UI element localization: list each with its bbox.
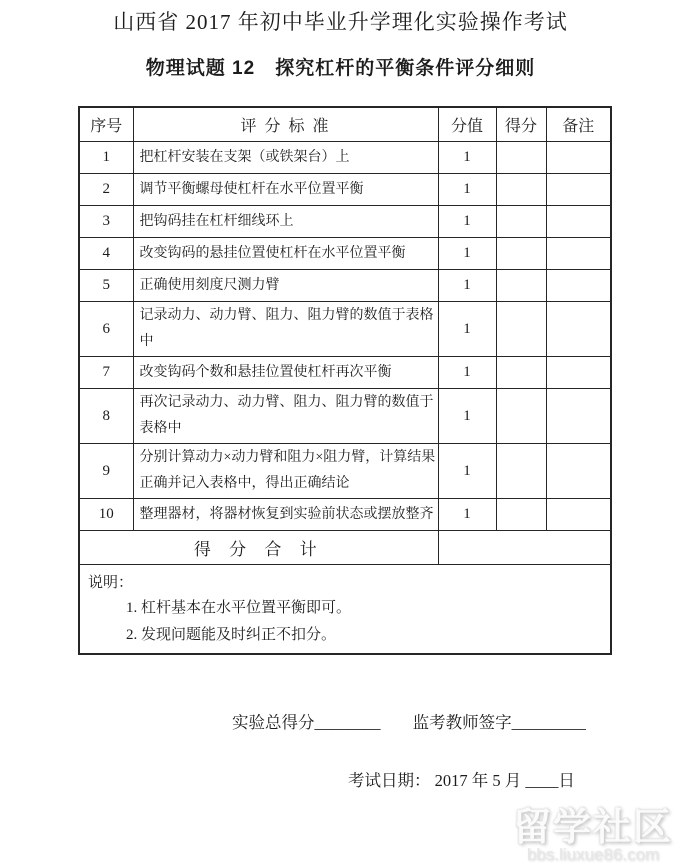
cell-no: 10 [79,499,133,531]
cell-criteria: 记录动力、动力臂、阻力、阻力臂的数值于表格中 [133,302,438,357]
table-row [79,499,611,531]
total-score-label: 得 分 合 计 [79,531,438,565]
document-page [0,9,681,864]
cell-remark [546,238,611,270]
cell-no: 9 [79,444,133,499]
table-header-row [79,107,611,142]
note-item-1: 1. 杠杆基本在水平位置平衡即可。 [126,600,352,616]
cell-remark [546,357,611,389]
cell-points: 1 [438,389,496,444]
cell-no: 8 [79,389,133,444]
table-row [79,206,611,238]
table-row [79,444,611,499]
scoring-table [78,106,612,655]
cell-score [496,174,546,206]
cell-remark [546,174,611,206]
cell-score [496,206,546,238]
cell-remark [546,389,611,444]
cell-criteria: 正确使用刻度尺测力臂 [133,270,438,302]
document-title: 山西省 2017 年初中毕业升学理化实验操作考试 [113,10,568,34]
column-header-score: 得分 [496,107,546,142]
table-row [79,270,611,302]
cell-score [496,142,546,174]
column-header-remark: 备注 [546,107,611,142]
cell-no: 7 [79,357,133,389]
table-row [79,238,611,270]
cell-criteria: 改变钩码的悬挂位置使杠杆在水平位置平衡 [133,238,438,270]
cell-points: 1 [438,499,496,531]
cell-remark [546,302,611,357]
total-score-value-cell [438,531,611,565]
cell-criteria: 把钩码挂在杠杆细线环上 [133,206,438,238]
signature-line [0,712,681,734]
exam-date-blank: 考试日期： 2017 年 5 月 ____日 [348,771,575,790]
total-score-row [79,531,611,565]
table-row [79,142,611,174]
cell-criteria: 再次记录动力、动力臂、阻力、阻力臂的数值于表格中 [133,389,438,444]
column-header-no: 序号 [79,107,133,142]
cell-points: 1 [438,357,496,389]
cell-score [496,238,546,270]
cell-remark [546,270,611,302]
cell-points: 1 [438,238,496,270]
cell-no: 5 [79,270,133,302]
cell-criteria: 改变钩码个数和悬挂位置使杠杆再次平衡 [133,357,438,389]
cell-points: 1 [438,270,496,302]
cell-criteria: 调节平衡螺母使杠杆在水平位置平衡 [133,174,438,206]
cell-no: 4 [79,238,133,270]
cell-remark [546,444,611,499]
note-item-2: 2. 发现问题能及时纠正不扣分。 [126,627,337,643]
cell-score [496,270,546,302]
column-header-points: 分值 [438,107,496,142]
notes-cell [79,565,611,655]
watermark [513,808,673,864]
document-subtitle: 物理试题 12 探究杠杆的平衡条件评分细则 [145,58,536,79]
cell-criteria: 把杠杆安装在支架（或铁架台）上 [133,142,438,174]
cell-remark [546,499,611,531]
cell-no: 2 [79,174,133,206]
cell-score [496,499,546,531]
watermark-site-url: bbs.liuxue86.com [526,845,660,864]
exam-date-line [0,770,681,792]
cell-points: 1 [438,206,496,238]
cell-score [496,389,546,444]
cell-no: 3 [79,206,133,238]
table-row [79,357,611,389]
cell-no: 6 [79,302,133,357]
cell-score [496,302,546,357]
cell-criteria: 分别计算动力×动力臂和阻力×阻力臂，计算结果正确并记入表格中，得出正确结论 [133,444,438,499]
cell-points: 1 [438,302,496,357]
cell-remark [546,142,611,174]
cell-points: 1 [438,142,496,174]
cell-score [496,357,546,389]
experiment-total-score-blank: 实验总得分________ [232,713,381,732]
column-header-criteria: 评 分 标 准 [133,107,438,142]
cell-points: 1 [438,444,496,499]
teacher-signature-blank: 监考教师签字_________ [412,713,586,732]
cell-score [496,444,546,499]
cell-no: 1 [79,142,133,174]
cell-criteria: 整理器材，将器材恢复到实验前状态或摆放整齐 [133,499,438,531]
notes-title: 说明： [88,575,134,591]
table-row [79,174,611,206]
table-row [79,389,611,444]
notes-row [79,565,611,655]
cell-remark [546,206,611,238]
cell-points: 1 [438,174,496,206]
table-row [79,302,611,357]
watermark-logo-text: 留学社区 [512,807,673,849]
